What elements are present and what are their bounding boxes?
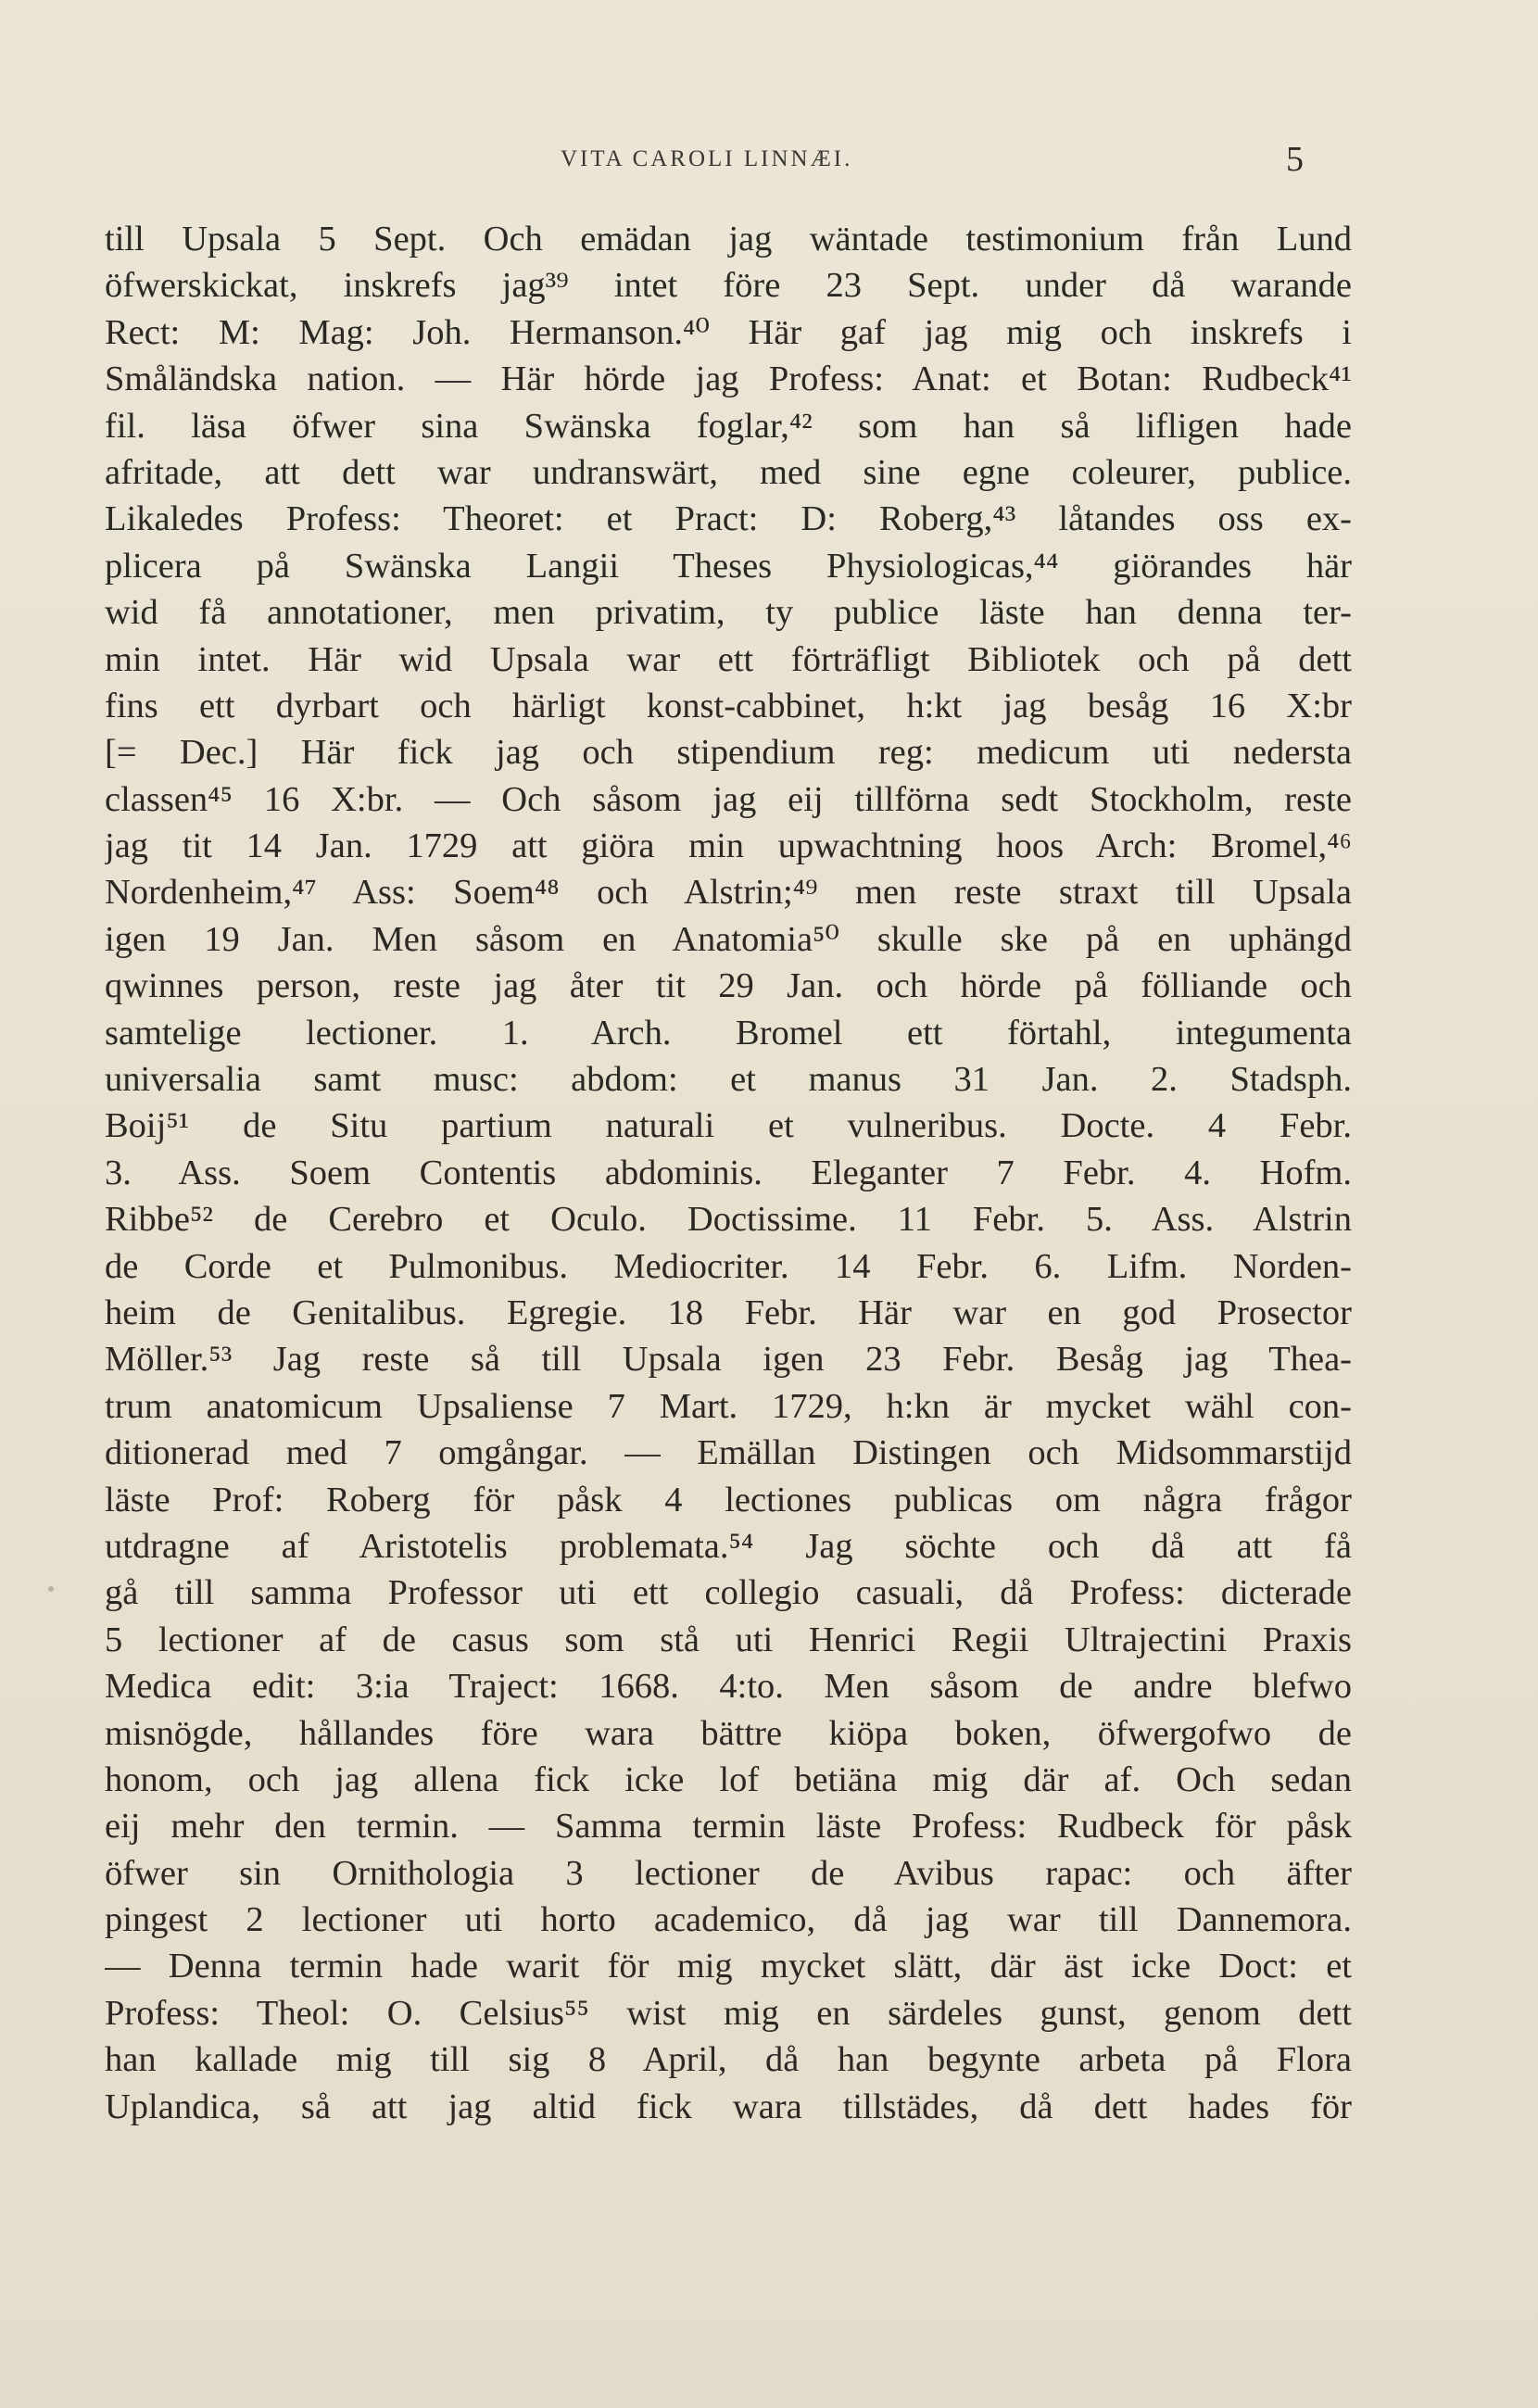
text-line: Möller.⁵³ Jag reste så till Upsala igen 23 Febr. Besåg jag Thea- (105, 1340, 1352, 1380)
text-line: Rect: M: Mag: Joh. Hermanson.⁴⁰ Här gaf jag mig och inskrefs i (105, 312, 1352, 352)
text-line: [= Dec.] Här fick jag och stipendium reg: medicum uti nedersta (105, 733, 1352, 773)
text-line: till Upsala 5 Sept. Och emädan jag wäntade testimonium från Lund (105, 220, 1352, 258)
text-line: — Denna termin hade warit för mig mycket slätt, där äst icke Doct: et (105, 1947, 1352, 1986)
text-line: universalia samt musc: abdom: et manus 31 Jan. 2. Stadsph. (105, 1060, 1352, 1100)
text-line: samtelige lectioner. 1. Arch. Bromel ett förtahl, integumenta (105, 1013, 1352, 1053)
text-line: igen 19 Jan. Men såsom en Anatomia⁵⁰ skulle ske på en uphängd (105, 919, 1352, 959)
text-line: eij mehr den termin. — Samma termin läste Profess: Rudbeck för påsk (105, 1807, 1352, 1847)
text-line: gå till samma Professor uti ett collegio casuali, då Profess: dicterade (105, 1573, 1352, 1613)
text-line: han kallade mig till sig 8 April, då han begynte arbeta på Flora (105, 2040, 1352, 2080)
text-line: öfwer sin Ornithologia 3 lectioner de Avibus rapac: och äfter (105, 1853, 1352, 1893)
text-line: Nordenheim,⁴⁷ Ass: Soem⁴⁸ och Alstrin;⁴⁹ men reste straxt till Upsala (105, 873, 1352, 913)
text-line: öfwerskickat, inskrefs jag³⁹ intet före 23 Sept. under då warande (105, 266, 1352, 306)
text-line: fins ett dyrbart och härligt konst-cabbinet, h:kt jag besåg 16 X:br (105, 686, 1352, 725)
page-number: 5 (1286, 140, 1304, 179)
text-line: Boij⁵¹ de Situ partium naturali et vulneribus. Docte. 4 Febr. (105, 1106, 1352, 1146)
text-line: jag tit 14 Jan. 1729 att giöra min upwachtning hoos Arch: Bromel,⁴⁶ (105, 826, 1352, 866)
text-line: qwinnes person, reste jag åter tit 29 Jan. och hörde på fölliande och (105, 966, 1352, 1006)
text-line: de Corde et Pulmonibus. Mediocriter. 14 Febr. 6. Lifm. Norden- (105, 1246, 1352, 1286)
text-line: Uplandica, så att jag altid fick wara tillstädes, då dett hades för (105, 2087, 1352, 2126)
text-line: honom, och jag allena fick icke lof betiäna mig där af. Och sedan (105, 1759, 1352, 1799)
text-line: plicera på Swänska Langii Theses Physiologicas,⁴⁴ giörandes här (105, 546, 1352, 586)
text-line: wid få annotationer, men privatim, ty publice läste han denna ter- (105, 593, 1352, 633)
text-line: Profess: Theol: O. Celsius⁵⁵ wist mig en särdeles gunst, genom dett (105, 1993, 1352, 2033)
text-line: Likaledes Profess: Theoret: et Pract: D: Roberg,⁴³ låtandes oss ex- (105, 499, 1352, 539)
text-line: trum anatomicum Upsaliense 7 Mart. 1729, h:kn är mycket wähl con- (105, 1386, 1352, 1426)
text-line: Medica edit: 3:ia Traject: 1668. 4:to. Men såsom de andre blefwo (105, 1667, 1352, 1707)
running-title: VITA CAROLI LINNÆI. (561, 146, 853, 171)
text-line: 3. Ass. Soem Contentis abdominis. Eleganter 7 Febr. 4. Hofm. (105, 1153, 1352, 1192)
text-line: ditionerad med 7 omgångar. — Emällan Distingen och Midsommarstijd (105, 1433, 1352, 1473)
text-line: misnögde, hållandes före wara bättre kiöpa boken, öfwergofwo de (105, 1713, 1352, 1753)
text-line: heim de Genitalibus. Egregie. 18 Febr. Här war en god Prosector (105, 1292, 1352, 1332)
text-line: 5 lectioner af de casus som stå uti Henrici Regii Ultrajectini Praxis (105, 1620, 1352, 1659)
text-line: classen⁴⁵ 16 X:br. — Och såsom jag eij tillförna sedt Stockholm, reste (105, 779, 1352, 819)
page-header (0, 139, 1538, 185)
text-line: min intet. Här wid Upsala war ett förträfligt Bibliotek och på dett (105, 639, 1352, 679)
text-line: utdragne af Aristotelis problemata.⁵⁴ Jag söchte och då att få (105, 1526, 1352, 1566)
text-line: pingest 2 lectioner uti horto academico, då jag war till Dannemora. (105, 1900, 1352, 1940)
text-line: afritade, att dett war undranswärt, med sine egne coleurer, publice. (105, 452, 1352, 492)
text-line: fil. läsa öfwer sina Swänska foglar,⁴² som han så lifligen hade (105, 406, 1352, 446)
paper-spot (48, 1586, 54, 1592)
text-line: läste Prof: Roberg för påsk 4 lectiones publicas om några frågor (105, 1480, 1352, 1519)
text-line: Ribbe⁵² de Cerebro et Oculo. Doctissime. 11 Febr. 5. Ass. Alstrin (105, 1200, 1352, 1240)
text-line: Småländska nation. — Här hörde jag Profess: Anat: et Botan: Rudbeck⁴¹ (105, 359, 1352, 399)
body-text (105, 216, 1352, 2130)
